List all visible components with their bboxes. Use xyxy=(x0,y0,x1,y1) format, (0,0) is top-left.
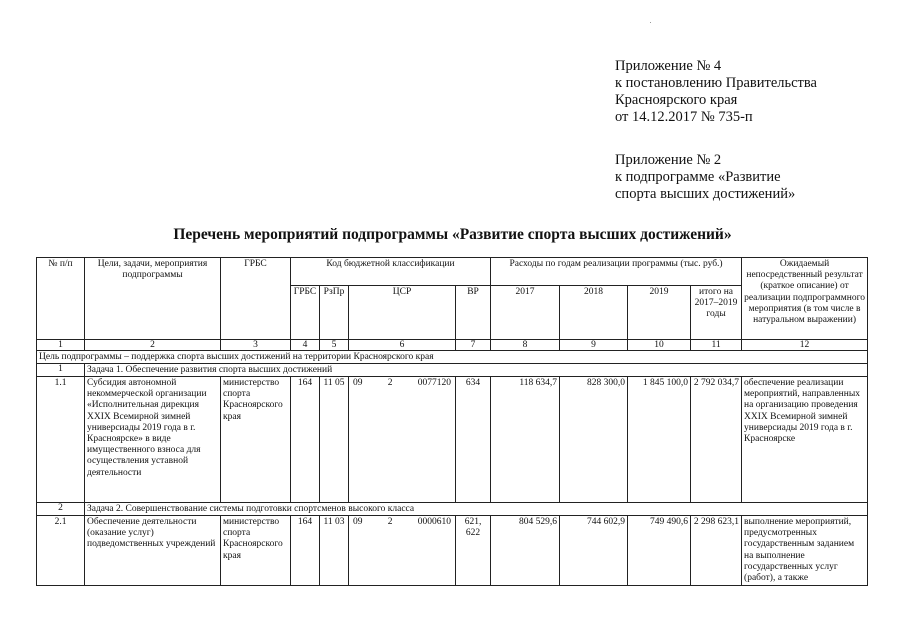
header-expenses: Расходы по годам реализации программы (тыс. руб.) xyxy=(491,258,742,286)
item-csr xyxy=(349,377,456,503)
appendix-4-line: к постановлению Правительства xyxy=(615,75,817,91)
item-num: 2.1 xyxy=(37,516,85,586)
document-title: Перечень мероприятий подпрограммы «Развитие спорта высших достижений» xyxy=(173,226,732,243)
item-2019: 1 845 100,0 xyxy=(628,377,691,503)
item-2017: 804 529,6 xyxy=(491,516,560,586)
appendix-4-header xyxy=(615,58,817,126)
header-total: итого на 2017–2019 годы xyxy=(691,286,742,340)
item-2-1-row xyxy=(37,516,868,586)
col-number: 12 xyxy=(742,340,868,351)
task-1-text: Задача 1. Обеспечение развития спорта высших достижений xyxy=(85,364,868,377)
header-budget-code: Код бюджетной классификации xyxy=(291,258,491,286)
col-number: 8 xyxy=(491,340,560,351)
item-result: обеспечение реализации мероприятий, направленных на организацию проведения XXIX Всемирной зимней универсиады 2019 года в г. Красноярске xyxy=(742,377,868,503)
scan-speck xyxy=(650,22,651,23)
item-name: Субсидия автономной некоммерческой организации «Исполнительная дирекция XXIX Всемирной зимней универсиады 2019 года в г. Красноярске» в виде имущественного взноса для осуществления уставной деятельности xyxy=(85,377,221,503)
appendix-2-line: Приложение № 2 xyxy=(615,152,722,168)
item-rzpr: 11 05 xyxy=(320,377,349,503)
item-name: Обеспечение деятельности (оказание услуг) подведомственных учреждений xyxy=(85,516,221,586)
header-year-2018: 2018 xyxy=(560,286,628,340)
csr-program: 09 xyxy=(353,517,363,527)
csr-code: 0000610 xyxy=(417,517,451,527)
item-vr: 634 xyxy=(456,377,491,503)
csr-subprogram: 2 xyxy=(387,517,393,527)
item-total: 2 792 034,7 xyxy=(691,377,742,503)
appendix-2-header xyxy=(615,152,795,203)
csr-subprogram: 2 xyxy=(387,378,393,388)
item-2017: 118 634,7 xyxy=(491,377,560,503)
item-2018: 744 602,9 xyxy=(560,516,628,586)
header-row-1 xyxy=(37,258,868,286)
header-result: Ожидаемый непосредственный результат (краткое описание) от реализации подпрограммного мероприятия (в том числе в натуральном выражении) xyxy=(742,258,868,340)
task-1-num: 1 xyxy=(37,364,85,377)
header-sub-rzpr: РзПр xyxy=(320,286,349,340)
goal-row xyxy=(37,351,868,364)
col-number: 3 xyxy=(221,340,291,351)
task-2-num: 2 xyxy=(37,503,85,516)
header-year-2019: 2019 xyxy=(628,286,691,340)
item-rzpr: 11 03 xyxy=(320,516,349,586)
item-vr: 621, 622 xyxy=(456,516,491,586)
col-number: 5 xyxy=(320,340,349,351)
measures-table xyxy=(36,257,868,586)
goal-text: Цель подпрограммы – поддержка спорта высших достижений на территории Красноярского края xyxy=(37,351,868,364)
col-number: 7 xyxy=(456,340,491,351)
item-1-1-row xyxy=(37,377,868,503)
item-grbs-name: министерство спорта Красноярского края xyxy=(221,516,291,586)
col-number: 10 xyxy=(628,340,691,351)
task-1-row xyxy=(37,364,868,377)
item-total: 2 298 623,1 xyxy=(691,516,742,586)
task-2-row xyxy=(37,503,868,516)
col-number: 4 xyxy=(291,340,320,351)
csr-program: 09 xyxy=(353,378,363,388)
appendix-2-line: спорта высших достижений» xyxy=(615,186,796,202)
header-year-2017: 2017 xyxy=(491,286,560,340)
header-sub-vr: ВР xyxy=(456,286,491,340)
appendix-2-line: к подпрограмме «Развитие xyxy=(615,169,781,185)
item-2019: 749 490,6 xyxy=(628,516,691,586)
appendix-4-line: от 14.12.2017 № 735-п xyxy=(615,109,753,125)
col-number: 11 xyxy=(691,340,742,351)
appendix-4-line: Красноярского края xyxy=(615,92,738,108)
appendix-4-line: Приложение № 4 xyxy=(615,58,722,74)
col-number: 1 xyxy=(37,340,85,351)
item-grbs-code: 164 xyxy=(291,377,320,503)
csr-code: 0077120 xyxy=(417,378,451,388)
item-num: 1.1 xyxy=(37,377,85,503)
header-num: № п/п xyxy=(37,258,85,340)
task-2-text: Задача 2. Совершенствование системы подготовки спортсменов высокого класса xyxy=(85,503,868,516)
col-number: 2 xyxy=(85,340,221,351)
header-sub-grbs: ГРБС xyxy=(291,286,320,340)
item-2018: 828 300,0 xyxy=(560,377,628,503)
column-number-row xyxy=(37,340,868,351)
col-number: 6 xyxy=(349,340,456,351)
item-grbs-code: 164 xyxy=(291,516,320,586)
header-goals: Цели, задачи, мероприятия подпрограммы xyxy=(85,258,221,340)
item-grbs-name: министерство спорта Красноярского края xyxy=(221,377,291,503)
header-sub-csr: ЦСР xyxy=(349,286,456,340)
header-grbs: ГРБС xyxy=(221,258,291,340)
item-result: выполнение мероприятий, предусмотренных государственным заданием на выполнение государственных услуг (работ), а также xyxy=(742,516,868,586)
col-number: 9 xyxy=(560,340,628,351)
item-csr xyxy=(349,516,456,586)
